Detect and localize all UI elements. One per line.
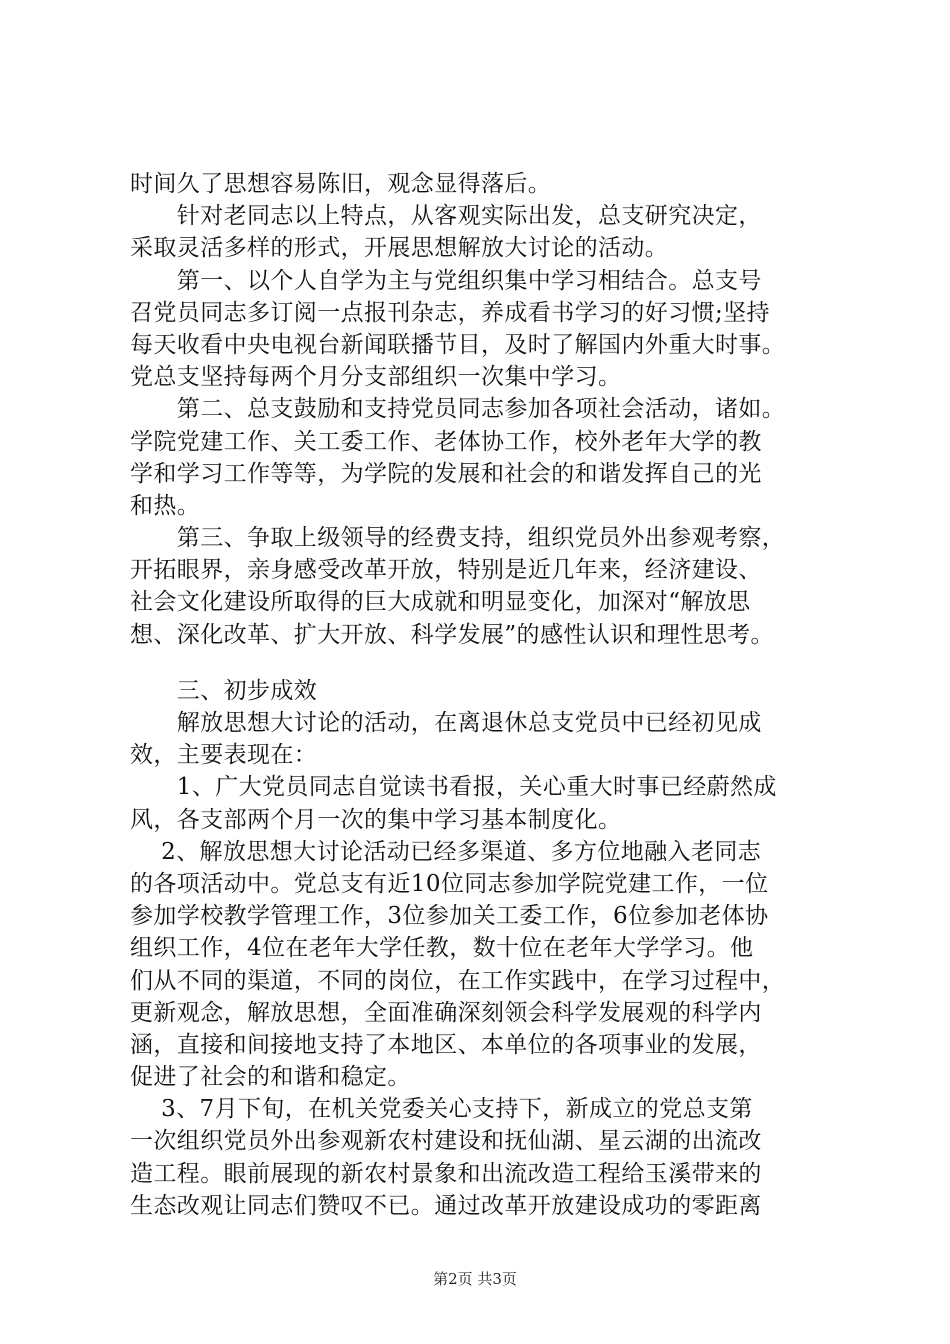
text-line: 解放思想大讨论的活动，在离退休总支党员中已经初见成 [130, 710, 762, 736]
paragraph [130, 707, 850, 771]
paragraph [130, 168, 850, 200]
paragraph [130, 522, 850, 651]
paragraph [130, 200, 850, 264]
text-line: 开拓眼界，亲身感受改革开放，特别是近几年来，经济建设、 [130, 557, 762, 584]
text-line: 效，主要表现在： [130, 742, 318, 769]
text-line: 第一、以个人自学为主与党组织集中学习相结合。总支号 [130, 267, 762, 294]
text-line: 学和学习工作等等，为学院的发展和社会的和谐发挥自己的光 [130, 460, 762, 487]
text-line: 们从不同的渠道，不同的岗位，在工作实践中，在学习过程中， [130, 967, 786, 994]
paragraph [130, 1093, 850, 1222]
text-line: 1、广大党员同志自觉读书看报，关心重大时事已经蔚然成 [130, 774, 777, 801]
text-line: 造工程。眼前展现的新农村景象和出流改造工程给玉溪带来的 [130, 1160, 762, 1187]
text-line: 3、7月下旬，在机关党委关心支持下，新成立的党总支第 [130, 1096, 753, 1123]
text-line: 风，各支部两个月一次的集中学习基本制度化。 [130, 806, 622, 833]
text-line: 一次组织党员外出参观新农村建设和抚仙湖、星云湖的出流改 [130, 1128, 762, 1155]
text-line: 第三、争取上级领导的经费支持，组织党员外出参观考察， [130, 525, 786, 552]
text-line: 时间久了思想容易陈旧，观念显得落后。 [130, 171, 552, 197]
text-line: 第二、总支鼓励和支持党员同志参加各项社会活动，诸如。 [130, 396, 786, 423]
page-number-label: 第2页 共3页 [433, 1270, 517, 1288]
paragraph [130, 393, 850, 522]
paragraph-gap [130, 651, 850, 675]
text-line: 针对老同志以上特点，从客观实际出发，总支研究决定， [130, 203, 762, 230]
text-line: 2、解放思想大讨论活动已经多渠道、多方位地融入老同志 [130, 838, 762, 865]
text-line: 组织工作，4位在老年大学任教，数十位在老年大学学习。他 [130, 935, 754, 962]
paragraph [130, 771, 850, 835]
document-body [130, 168, 850, 1222]
text-line: 学院党建工作、关工委工作、老体协工作，校外老年大学的教 [130, 428, 762, 455]
text-line: 每天收看中央电视台新闻联播节目，及时了解国内外重大时事。 [130, 331, 786, 358]
text-line: 的各项活动中。党总支有近10位同志参加学院党建工作，一位 [130, 870, 769, 897]
text-line: 采取灵活多样的形式，开展思想解放大讨论的活动。 [130, 235, 669, 262]
paragraph [130, 836, 850, 1094]
text-line: 召党员同志多订阅一点报刊杂志，养成看书学习的好习惯;坚持 [130, 299, 770, 326]
text-line: 社会文化建设所取得的巨大成就和明显变化，加深对“解放思 [130, 589, 751, 616]
paragraph [130, 265, 850, 394]
text-line: 三、初步成效 [130, 677, 318, 704]
text-line: 和热。 [130, 492, 201, 519]
text-line: 促进了社会的和谐和稳定。 [130, 1064, 411, 1091]
paragraph [130, 675, 850, 707]
text-line: 更新观念，解放思想，全面准确深刻领会科学发展观的科学内 [130, 999, 762, 1026]
text-line: 想、深化改革、扩大开放、科学发展”的感性认识和理性思考。 [130, 621, 774, 648]
page-footer [0, 1268, 950, 1289]
text-line: 党总支坚持每两个月分支部组织一次集中学习。 [130, 364, 622, 391]
text-line: 参加学校教学管理工作，3位参加关工委工作，6位参加老体协 [130, 903, 769, 930]
text-line: 生态改观让同志们赞叹不已。通过改革开放建设成功的零距离 [130, 1192, 762, 1219]
text-line: 涵，直接和间接地支持了本地区、本单位的各项事业的发展， [130, 1031, 762, 1058]
